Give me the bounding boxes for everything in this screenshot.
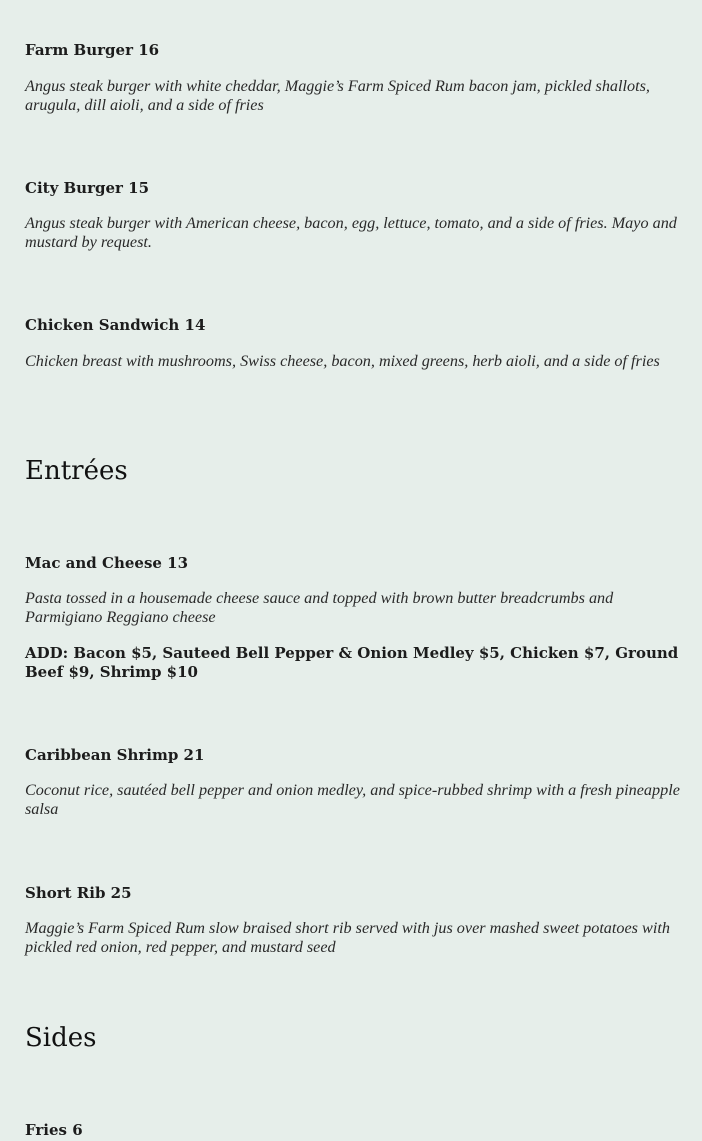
menu-item-description: Coconut rice, sautéed bell pepper and onion medley, and spice-rubbed shrimp with a fresh pineapple salsa — [25, 781, 680, 818]
section-heading-sides: Sides — [25, 1023, 97, 1053]
menu-item-addons: ADD: Bacon $5, Sauteed Bell Pepper & Onion Medley $5, Chicken $7, Ground Beef $9, Shrimp $10 — [25, 644, 679, 681]
menu-item-title: City Burger 15 — [25, 179, 150, 197]
menu-item-description: Maggie’s Farm Spiced Rum slow braised short rib served with jus over mashed sweet potatoes with pickled red onion, red pepper, and mustard seed — [25, 919, 670, 956]
menu-item-title: Mac and Cheese 13 — [25, 554, 189, 572]
menu-item-title: Short Rib 25 — [25, 884, 132, 902]
menu-item-description: Angus steak burger with white cheddar, Maggie’s Farm Spiced Rum bacon jam, pickled shallots, arugula, dill aioli, and a side of fries — [25, 77, 650, 114]
menu-item-title: Farm Burger 16 — [25, 41, 160, 59]
section-heading-entrees: Entrées — [25, 456, 128, 486]
menu-item-title: Fries 6 — [25, 1121, 83, 1139]
menu-item-description: Angus steak burger with American cheese, bacon, egg, lettuce, tomato, and a side of fries. Mayo and mustard by request. — [25, 214, 677, 251]
menu-item-title: Caribbean Shrimp 21 — [25, 746, 205, 764]
menu-item-title: Chicken Sandwich 14 — [25, 316, 206, 334]
menu-item-description: Pasta tossed in a housemade cheese sauce and topped with brown butter breadcrumbs and Parmigiano Reggiano cheese — [25, 589, 614, 626]
menu-item-description: Chicken breast with mushrooms, Swiss cheese, bacon, mixed greens, herb aioli, and a side of fries — [25, 352, 660, 370]
